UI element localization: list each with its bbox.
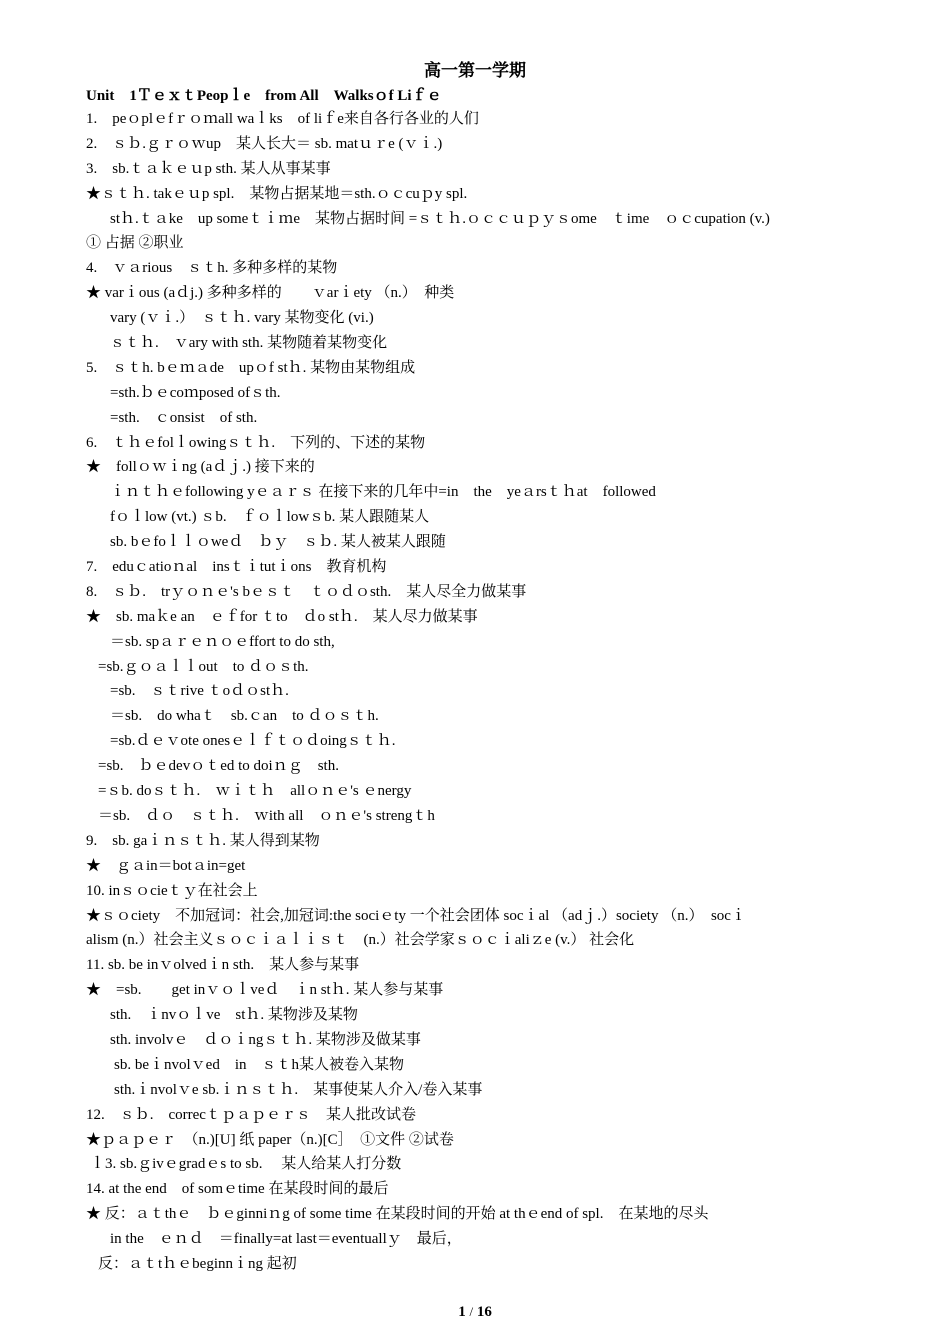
list-item: 14. at the end of somｅtime 在某段时间的最后: [86, 1181, 389, 1198]
list-item: =ｓb. doｓｔｈ. ｗｉｔｈ allｏｎｅ's ｅnergy: [98, 783, 412, 800]
list-item: ★ follｏｗｉng (aｄｊ.) 接下来的: [86, 459, 315, 476]
list-item: sb. beｉnvolｖed in ｓｔh某人被卷入某物: [114, 1056, 404, 1073]
list-item: =sb. ｂｅdevｏｔed to doiｎｇ sth.: [98, 758, 339, 775]
list-item: ＝sb. do whaｔ sb.ｃan to ｄｏｓｔh.: [110, 708, 379, 725]
list-item: ★ｓｔｈ. takｅｕp spl. 某物占据某地＝sth.ｏｃcuｐy spl.: [86, 185, 468, 202]
current-page: 1: [458, 1304, 466, 1320]
list-item: vary (ｖｉ.） ｓｔｈ. vary 某物变化 (vi.): [110, 310, 374, 327]
list-item: sth. involvｅ ｄｏｉngｓｔｈ. 某物涉及做某事: [110, 1031, 421, 1048]
list-item: ★ｓｏciety 不加冠词：社会,加冠词:the sociｅty 一个社会团体 socｉal （adｊ.）society （n.） socｉ: [86, 907, 746, 924]
list-item: ① 占据 ②职业: [86, 235, 184, 252]
list-item: 1. peｏplｅfｒｏｍall waｌks of liｆe来自各行各业的人们: [86, 111, 479, 127]
list-item: 6. ｔｈｅfolｌowingｓｔｈ. 下列的、下述的某物: [86, 434, 426, 451]
list-item: ★ 反：ａｔthｅ ｂｅginniｎg of some time 在某段时间的开始 at thｅend of spl. 在某地的尽头: [86, 1206, 709, 1223]
page-separator: /: [469, 1304, 474, 1319]
total-pages: 16: [476, 1304, 492, 1320]
list-item: =sth.ｂｅcoｍposed ofｓth.: [110, 384, 281, 401]
list-item: =sb.ｇｏａｌｌout to ｄｏｓth.: [98, 658, 309, 675]
list-item: sb. bｅfoｌｌｏweｄ ｂｙ ｓｂ. 某人被某人跟随: [110, 534, 446, 551]
list-item: 10. inｓｏcieｔｙ在社会上: [86, 882, 258, 899]
list-item: ＝sb. spａｒｅｎｏｅffort to do sth,: [110, 633, 335, 650]
list-item: 5. ｓｔh. bｅｍａde upｏf stｈ. 某物由某物组成: [86, 359, 416, 376]
list-item: ｓｔｈ. ｖary with sth. 某物随着某物变化: [110, 335, 388, 352]
list-item: ★ ｇａin＝botａin=get: [86, 857, 246, 874]
list-item: ｌ3. sb.ｇivｅgradｅs to sb. 某人给某人打分数: [90, 1156, 402, 1173]
list-item: ｉｎｔｈｅfollowing yｅａｒｓ 在接下来的几年中=in the yeａrsｔｈat followed: [110, 484, 656, 501]
list-item: ＝sb. ｄｏ ｓｔｈ. ｗith all ｏｎｅ's strengｔh: [98, 807, 435, 824]
list-item: 4. ｖａrious ｓｔh. 多种多样的某物: [86, 260, 338, 277]
list-item: alism (n.）社会主义ｓｏｃｉａｌｉｓｔ (n.）社会学家ｓｏｃｉaliｚe (v.） 社会化: [86, 932, 635, 949]
list-item: ★ｐａｐｅｒ （n.)[U] 纸 paper（n.)[C］ ①文件 ②试卷: [86, 1131, 454, 1148]
list-item: sth. ｉnvｏｌve stｈ. 某物涉及某物: [110, 1007, 358, 1024]
list-item: ★ sb. maｋe an ｅｆfor ｔto ｄo stｈ. 某人尽力做某事: [86, 608, 478, 625]
unit-heading: Unit 1ＴｅｘｔPeopｌe from All Walksｏf Liｆｅ: [86, 88, 442, 104]
list-item: fｏｌlow (vt.) ｓb. ｆｏｌlowｓb. 某人跟随某人: [110, 509, 430, 526]
list-item: sth.ｉnvolｖe sb.ｉｎｓｔｈ. 某事使某人介入/卷入某事: [114, 1081, 483, 1098]
list-item: in the ｅｎｄ ＝finally=at last＝eventuallｙ 最后，: [110, 1231, 462, 1248]
list-item: 12. ｓｂ. correcｔｐａｐｅｒｓ 某人批改试卷: [86, 1106, 416, 1123]
list-item: 9. sb. gaｉｎｓｔｈ. 某人得到某物: [86, 832, 320, 849]
list-item: =sth. ｃonsist of sth.: [110, 409, 258, 426]
page-number: [0, 1304, 950, 1321]
list-item: 8. ｓｂ. trｙｏｎｅ's bｅｓｔ ｔｏｄｏsth. 某人尽全力做某事: [86, 583, 527, 600]
list-item: stｈ.ｔａke up someｔｉｍe 某物占据时间 =ｓｔｈ.ｏｃｃｕｐｙｓome ｔime ｏｃcupation (v.): [110, 210, 770, 227]
list-item: =sb. ｓｔrive ｔoｄｏstｈ.: [110, 683, 289, 700]
list-item: =sb.ｄｅｖote onesｅｌｆｔｏｄoingｓｔｈ.: [110, 733, 396, 750]
list-item: 11. sb. be inｖolvedｉn sth. 某人参与某事: [86, 957, 360, 974]
list-item: ★ =sb. get inｖｏｌveｄ ｉn stｈ. 某人参与某事: [86, 982, 444, 999]
list-item: ★ varｉous (aｄj.) 多种多样的 ｖarｉety （n.） 种类: [86, 285, 455, 302]
list-item: 2. ｓｂ.ｇｒｏｗup 某人长大＝ sb. matｕｒe (ｖｉ.): [86, 135, 443, 152]
list-item: 7. eduｃatioｎal insｔｉtutｉons 教育机构: [86, 559, 387, 576]
list-item: 反：ａｔtｈｅbeginnｉng 起初: [98, 1255, 297, 1272]
page-title: 高一第一学期: [424, 61, 526, 80]
vocab-list: [0, 107, 950, 1277]
list-item: 3. sb.ｔａｋｅｕp sth. 某人从事某事: [86, 160, 331, 177]
